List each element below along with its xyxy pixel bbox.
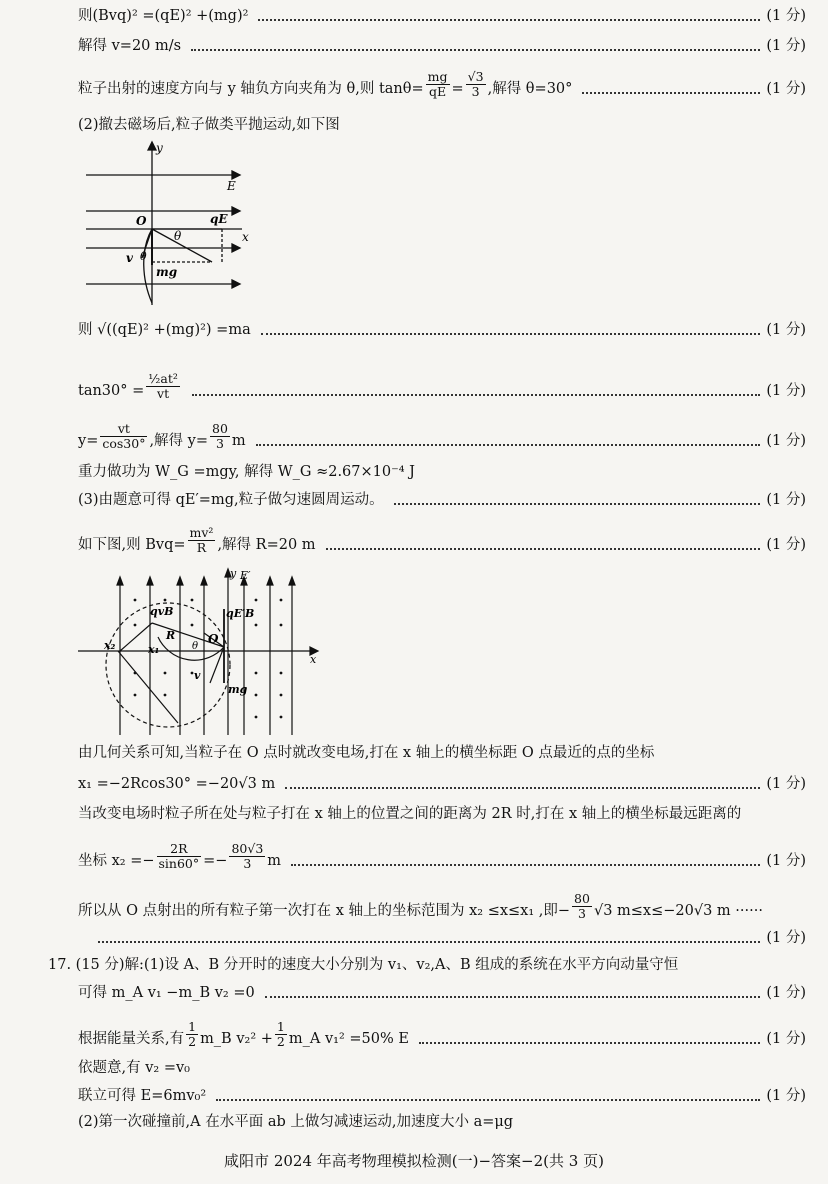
fraction (188, 526, 216, 555)
score-label: (1 分) (766, 853, 806, 869)
line-text-pre: tan30° = (78, 383, 145, 399)
numerator: 1 (276, 1019, 285, 1034)
line-text: 解得 v=20 m/s (78, 38, 182, 54)
line-text-post: m (231, 433, 246, 449)
line-21 (78, 1086, 806, 1106)
line-text: (3)由题意可得 qE′=mg,粒子做匀速圆周运动。 (78, 492, 384, 508)
score-label: (1 分) (766, 322, 806, 338)
fraction (157, 842, 202, 871)
line-17 (48, 955, 806, 975)
axis-x-label: x (242, 230, 249, 244)
line-20 (78, 1058, 806, 1078)
numerator: vt (100, 422, 147, 437)
numerator: 2R (157, 842, 202, 857)
line-text-pre: 所以从 O 点射出的所有粒子第一次打在 x 轴上的坐标范围为 x₂ ≤x≤x₁ ,即− (78, 903, 571, 919)
angle-label: θ (192, 641, 199, 652)
dot-leader (285, 783, 760, 789)
fraction (100, 422, 147, 451)
denominator: vt (157, 386, 170, 401)
fraction (186, 1020, 198, 1049)
denominator: 2 (188, 1034, 197, 1049)
line-text: 由几何关系可知,当粒子在 O 点时就改变电场,打在 x 轴上的横坐标距 O 点最近的点的坐标 (78, 745, 655, 761)
equals: = (451, 81, 464, 97)
line-text-post: ,解得 θ=30° (487, 81, 573, 97)
score-label: (1 分) (766, 930, 806, 946)
dot-leader (419, 1038, 760, 1044)
line-text: 可得 m_A v₁ −m_B v₂ =0 (78, 985, 255, 1001)
fraction (275, 1020, 287, 1049)
line-text: 则(Bvq)² =(qE)² +(mg)² (78, 8, 249, 24)
fraction (210, 422, 230, 451)
line-text-pre: 如下图,则 Bvq= (78, 537, 186, 553)
line-text-pre: y= (78, 433, 99, 449)
line-text-mid: ,解得 y= (149, 433, 209, 449)
score-label: (1 分) (766, 1031, 806, 1047)
line-text-pre: 坐标 x₂ =− (78, 853, 155, 869)
line-text-post: ,解得 R=20 m (217, 537, 316, 553)
line-8 (78, 462, 806, 482)
line-text: (2)第一次碰撞前,A 在水平面 ab 上做匀减速运动,加速度大小 a=μg (78, 1114, 514, 1130)
denominator: cos30° (102, 436, 146, 451)
fraction (426, 70, 450, 99)
numerator: ½at² (148, 371, 178, 386)
x1-label: x₁ (148, 643, 160, 656)
line-12 (78, 774, 806, 794)
fraction (229, 842, 265, 871)
line-7 (78, 422, 806, 451)
axis-x-label: x (310, 653, 317, 666)
numerator: 80√3 (231, 841, 264, 856)
denominator: 3 (243, 856, 252, 871)
numerator: 1 (188, 1019, 197, 1034)
line-5 (78, 320, 806, 340)
score-label: (1 分) (766, 8, 806, 24)
fraction (572, 892, 592, 921)
line-15 (78, 892, 806, 921)
denominator: 3 (215, 436, 224, 451)
line-text-pre: 根据能量关系,有 (78, 1031, 185, 1047)
line-text: 重力做功为 W_G =mgy, 解得 W_G ≈2.67×10⁻⁴ J (78, 464, 415, 480)
dot-leader (582, 88, 760, 94)
line-10 (78, 526, 806, 555)
denominator: 2 (276, 1034, 285, 1049)
gravity-label: mg (156, 265, 178, 279)
score-label: (1 分) (766, 776, 806, 792)
radius-label: R (166, 629, 176, 642)
line-2 (78, 36, 806, 56)
score-label: (1 分) (766, 537, 806, 553)
line-text: 当改变电场时粒子所在处与粒子打在 x 轴上的位置之间的距离为 2R 时,打在 x 轴上的横坐标最远距离的 (78, 806, 742, 822)
axis-y-label: y (230, 567, 237, 580)
line-text-mid: m_B v₂² + (200, 1031, 273, 1047)
force-qeb-label: qE′B (226, 607, 255, 620)
score-label: (1 分) (766, 81, 806, 97)
force-qe-label: qE (210, 212, 228, 226)
numerator: 80 (574, 891, 590, 906)
origin-label: O (136, 214, 147, 228)
score-label: (1 分) (766, 433, 806, 449)
denominator: sin60° (158, 856, 200, 871)
score-label: (1 分) (766, 492, 806, 508)
line-14 (78, 842, 806, 871)
line-text: 联立可得 E=6mv₀² (78, 1088, 207, 1104)
dot-leader (216, 1095, 760, 1101)
denominator: 3 (471, 84, 480, 99)
line-13 (78, 804, 806, 824)
line-6 (78, 372, 806, 401)
dot-leader (258, 15, 760, 21)
line-text: 依题意,有 v₂ =v₀ (78, 1060, 190, 1076)
dot-leader (265, 992, 761, 998)
line-text-post: √3 m≤x≤−20√3 m ······ (593, 903, 763, 919)
dot-leader (394, 499, 761, 505)
angle-label: θ (174, 229, 182, 243)
line-19 (78, 1020, 806, 1049)
line-9 (78, 490, 806, 510)
numerator: mv² (189, 525, 214, 540)
page-footer: 咸阳市 2024 年高考物理模拟检测(一)−答案−2(共 3 页) (224, 1152, 604, 1170)
fraction (146, 372, 180, 401)
fraction (466, 70, 486, 99)
equals: =− (203, 853, 228, 869)
score-label: (1 分) (766, 985, 806, 1001)
denominator: R (196, 540, 207, 555)
denominator: qE (429, 84, 447, 99)
dot-leader (256, 440, 761, 446)
line-text-post: m (267, 853, 282, 869)
dot-leader (98, 937, 760, 943)
line-22 (78, 1112, 806, 1132)
dot-leader (261, 329, 761, 335)
dot-leader (192, 390, 760, 396)
line-1 (78, 6, 806, 26)
line-text: (2)撤去磁场后,粒子做类平抛运动,如下图 (78, 117, 340, 133)
line-3 (78, 70, 806, 99)
line-16 (98, 928, 806, 948)
line-text: 则 √((qE)² +(mg)²) =ma (78, 322, 251, 338)
dot-leader (326, 544, 761, 550)
line-text: x₁ =−2Rcos30° =−20√3 m (78, 776, 276, 792)
field-label: E (227, 179, 236, 193)
dot-leader (191, 45, 760, 51)
line-text-pre: 粒子出射的速度方向与 y 轴负方向夹角为 θ,则 tanθ= (78, 81, 424, 97)
force-qvb-label: qvB (150, 605, 174, 618)
velocity-label: v (126, 251, 133, 265)
x2-label: x₂ (104, 639, 116, 652)
axis-y-label: y (156, 141, 163, 155)
gravity-label: mg (228, 683, 248, 696)
score-label: (1 分) (766, 383, 806, 399)
score-label: (1 分) (766, 38, 806, 54)
angle-label-2: θ (140, 250, 147, 263)
diagram-projectile (82, 140, 262, 310)
origin-label: O (208, 632, 219, 646)
diagram-circular-motion (78, 565, 328, 740)
line-18 (78, 983, 806, 1003)
numerator: 80 (212, 421, 228, 436)
dot-leader (291, 860, 760, 866)
denominator: 3 (578, 906, 586, 921)
line-4 (78, 115, 806, 135)
velocity-label: v (194, 669, 201, 682)
line-11 (78, 743, 806, 763)
score-label: (1 分) (766, 1088, 806, 1104)
field-label: E′ (240, 569, 251, 582)
numerator: mg (427, 69, 448, 84)
numerator: √3 (467, 69, 484, 84)
line-text-post: m_A v₁² =50% E (288, 1031, 409, 1047)
line-text: 17. (15 分)解:(1)设 A、B 分开时的速度大小分别为 v₁、v₂,A、B 组成的系统在水平方向动量守恒 (48, 957, 679, 973)
